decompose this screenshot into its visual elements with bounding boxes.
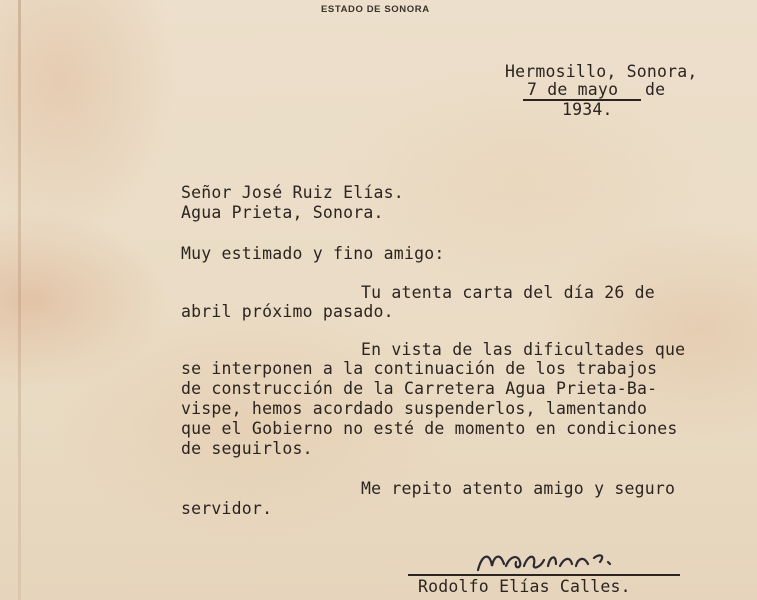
date-de: de	[645, 80, 666, 99]
date-day-month: 7 de mayo	[527, 80, 619, 99]
paragraph2-line: se interponen a la continuación de los trabajos	[181, 359, 658, 378]
paper-edge-shadow	[18, 0, 21, 600]
paragraph2-line: de construcción de la Carretera Agua Prieta-Ba-	[181, 379, 658, 398]
signature-line	[408, 574, 680, 576]
paragraph2-line: En vista de las dificultades que	[361, 340, 686, 359]
addressee-location: Agua Prieta, Sonora.	[181, 203, 384, 222]
paragraph1-line: Tu atenta carta del día 26 de	[361, 283, 655, 302]
closing-line: Me repito atento amigo y seguro	[361, 479, 676, 498]
closing-line: servidor.	[181, 499, 273, 518]
paragraph2-line: de seguirlos.	[181, 439, 313, 458]
paragraph1-line: abril próximo pasado.	[181, 302, 394, 321]
place-line: Hermosillo, Sonora,	[505, 62, 698, 81]
addressee-name: Señor José Ruiz Elías.	[181, 183, 404, 202]
paragraph2-line: vispe, hemos acordado suspenderlos, lamentando	[181, 399, 648, 418]
salutation: Muy estimado y fino amigo:	[181, 244, 445, 263]
signatory-name: Rodolfo Elías Calles.	[418, 577, 631, 596]
paragraph2-line: que el Gobierno no esté de momento en condiciones	[181, 419, 678, 438]
letterhead: ESTADO DE SONORA	[321, 4, 430, 15]
date-year: 1934.	[562, 100, 613, 119]
